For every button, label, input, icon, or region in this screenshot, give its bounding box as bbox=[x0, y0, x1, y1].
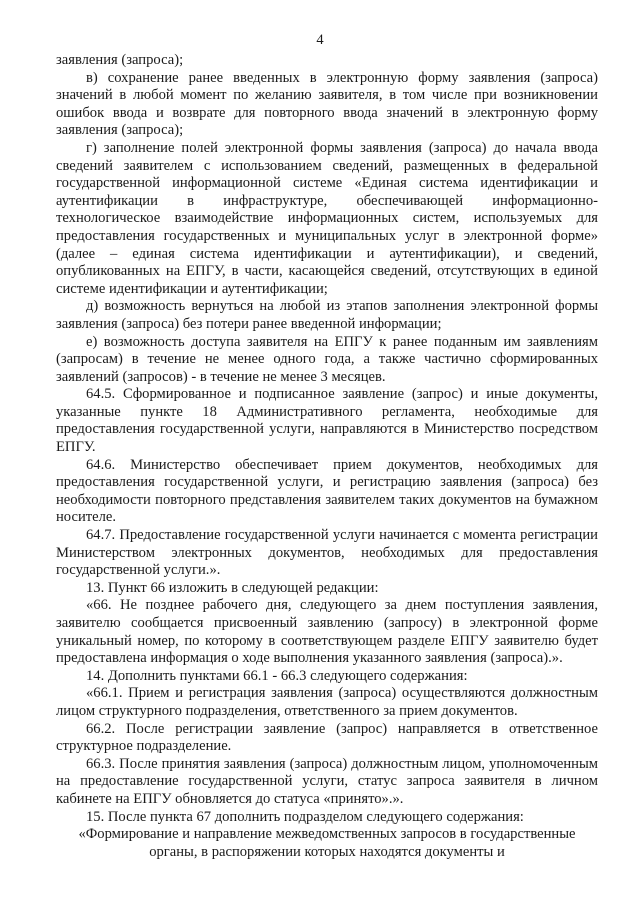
paragraph-66: «66. Не позднее рабочего дня, следующего за днем поступления заявления, заявителю сообщается присвоенный заявлению (запросу) в электронной форме уникальный номер, по которому в соответствующем разделе ЕПГУ заявителю будет предоставлена информация о ходе выполнения указанного заявления (запроса).». bbox=[56, 597, 598, 667]
page-number: 4 bbox=[316, 32, 324, 48]
subsection-heading: «Формирование и направление межведомственных запросов в государственные органы, в распоряжении которых находятся документы и bbox=[78, 826, 576, 860]
paragraph-15: 15. После пункта 67 дополнить подразделом следующего содержания: bbox=[86, 808, 524, 825]
paragraph-continuation: заявления (запроса); bbox=[56, 52, 184, 68]
paragraph-item-d: д) возможность вернуться на любой из этапов заполнения электронной формы заявления (запроса) без потери ранее введенной информации; bbox=[56, 298, 598, 332]
paragraph-66-1: «66.1. Прием и регистрация заявления (запроса) осуществляются должностным лицом структурного подразделения, ответственного за прием документов. bbox=[56, 685, 598, 719]
paragraph-64-6: 64.6. Министерство обеспечивает прием документов, необходимых для предоставления государственной услуги, и регистрацию заявления (запроса) без необходимости повторного представления заявителем таких документов на бумажном носителе. bbox=[56, 456, 598, 526]
paragraph-item-v: в) сохранение ранее введенных в электронную форму заявления (запроса) значений в любой момент по желанию заявителя, в том числе при возникновении ошибок ввода и возврате для повторного ввода значений в электронную форму заявления (запроса); bbox=[56, 69, 598, 139]
document-body bbox=[56, 52, 598, 861]
paragraph-66-2: 66.2. После регистрации заявление (запрос) направляется в ответственное структурное подразделение. bbox=[56, 720, 598, 755]
paragraph-64-7: 64.7. Предоставление государственной услуги начинается с момента регистрации Министерством электронных документов, необходимых для предоставления государственной услуги.». bbox=[56, 527, 598, 579]
paragraph-66-3: 66.3. После принятия заявления (запроса) должностным лицом, уполномоченным на предоставление государственной услуги, статус запроса заявителя в личном кабинете на ЕПГУ обновляется до статуса «принято».». bbox=[56, 755, 598, 807]
paragraph-64-5: 64.5. Сформированное и подписанное заявление (запрос) и иные документы, указанные пункте 18 Административного регламента, необходимые для предоставления государственной услуги, направляются в Министерство посредством ЕПГУ. bbox=[56, 386, 598, 456]
paragraph-item-g: г) заполнение полей электронной формы заявления (запроса) до начала ввода сведений заявителем с использованием сведений, размещенных в федеральной государственной информационной системе «Единая система идентификации и аутентификации в инфраструктуре, обеспечивающей информационно-технологическое взаимодействие информационных систем, используемых для предоставления государственных и муниципальных услуг в электронной форме» (далее – единая система идентификации и аутентификации), и сведений, опубликованных на ЕПГУ, в части, касающейся сведений, отсутствующих в единой системе идентификации и аутентификации; bbox=[56, 139, 598, 297]
paragraph-14: 14. Дополнить пунктами 66.1 - 66.3 следующего содержания: bbox=[86, 667, 468, 684]
paragraph-13: 13. Пункт 66 изложить в следующей редакции: bbox=[86, 579, 379, 596]
paragraph-item-e: е) возможность доступа заявителя на ЕПГУ к ранее поданным им заявлениям (запросам) в течение не менее одного года, а также частично сформированных заявлений (запросов) - в течение не менее 3 месяцев. bbox=[56, 333, 598, 385]
